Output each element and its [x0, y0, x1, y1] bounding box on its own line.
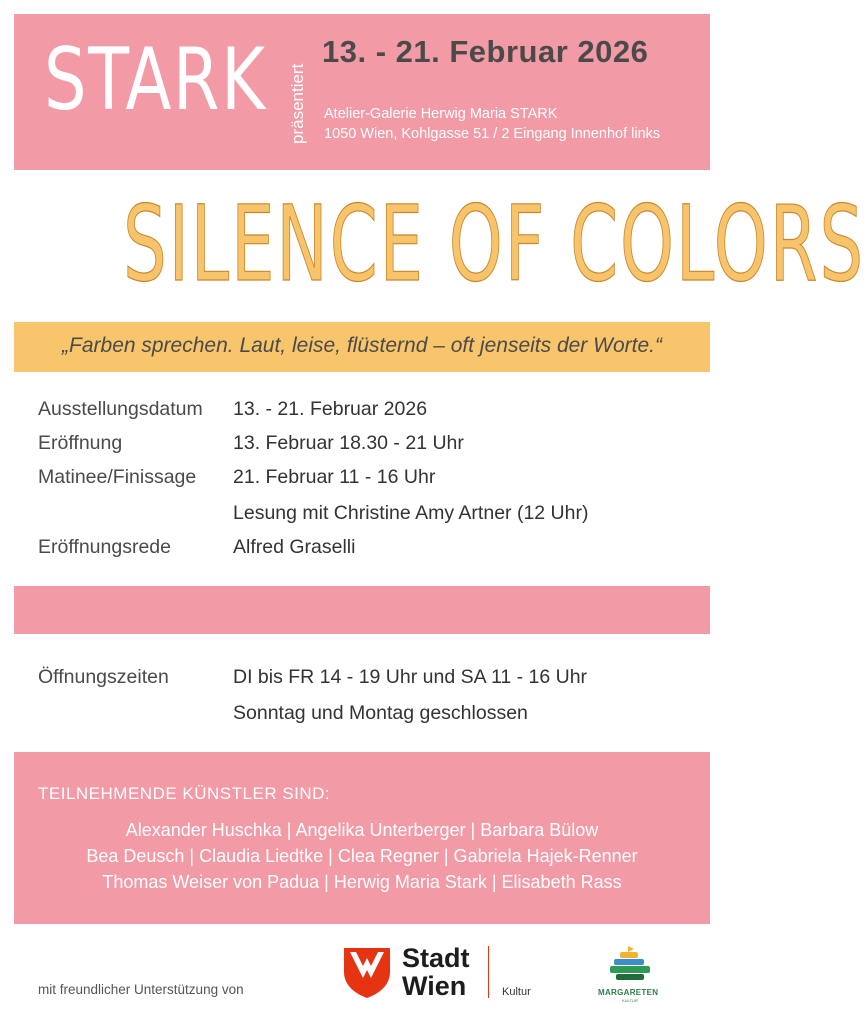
margareten-label: MARGARETEN [598, 988, 659, 997]
margareten-logo [606, 944, 654, 988]
divider-band [14, 586, 710, 634]
detail-value-reading: Lesung mit Christine Amy Artner (12 Uhr) [233, 502, 589, 524]
detail-label-speech: Eröffnungsrede [38, 536, 171, 558]
wien-label: Wien [402, 971, 467, 1001]
artists-line: Bea Deusch | Claudia Liedtke | Clea Regner | Gabriela Hajek-Renner [86, 846, 638, 866]
header-date: 13. - 21. Februar 2026 [322, 34, 649, 69]
detail-value-matinee: 21. Februar 11 - 16 Uhr [233, 466, 436, 488]
opening-hours-closed: Sonntag und Montag geschlossen [233, 702, 528, 724]
exhibition-title: SILENCE OF COLORS [123, 183, 865, 305]
presents-label [288, 32, 308, 144]
opening-hours-weekdays: DI bis FR 14 - 19 Uhr und SA 11 - 16 Uhr [233, 666, 588, 688]
brand-name: STARK [44, 30, 267, 130]
artists-line: Thomas Weiser von Padua | Herwig Maria Stark | Elisabeth Rass [102, 872, 622, 892]
stadt-wien-logo [344, 948, 390, 998]
artists-heading: TEILNEHMENDE KÜNSTLER SIND: [38, 784, 331, 803]
detail-label-matinee: Matinee/Finissage [38, 466, 197, 488]
support-text: mit freundlicher Unterstützung von [38, 982, 244, 997]
gallery-name: Atelier-Galerie Herwig Maria STARK [324, 106, 558, 122]
logo-divider [488, 946, 489, 998]
margareten-sublabel: KULTUR [622, 998, 638, 1003]
opening-hours-label: Öffnungszeiten [38, 666, 169, 688]
artists-line: Alexander Huschka | Angelika Unterberger | Barbara Bülow [125, 820, 599, 840]
kultur-label: Kultur [502, 986, 531, 998]
presents-text: präsentiert [288, 63, 307, 144]
detail-value-date: 13. - 21. Februar 2026 [233, 398, 428, 420]
stadt-label: Stadt [402, 943, 470, 973]
gallery-address: 1050 Wien, Kohlgasse 51 / 2 Eingang Innenhof links [324, 126, 661, 142]
quote-text: „Farben sprechen. Laut, leise, flüsternd – oft jenseits der Worte.“ [62, 334, 662, 357]
detail-value-speech: Alfred Graselli [233, 536, 356, 558]
detail-value-opening: 13. Februar 18.30 - 21 Uhr [233, 432, 464, 454]
detail-label-opening: Eröffnung [38, 432, 123, 454]
detail-label-date: Ausstellungsdatum [38, 398, 203, 420]
